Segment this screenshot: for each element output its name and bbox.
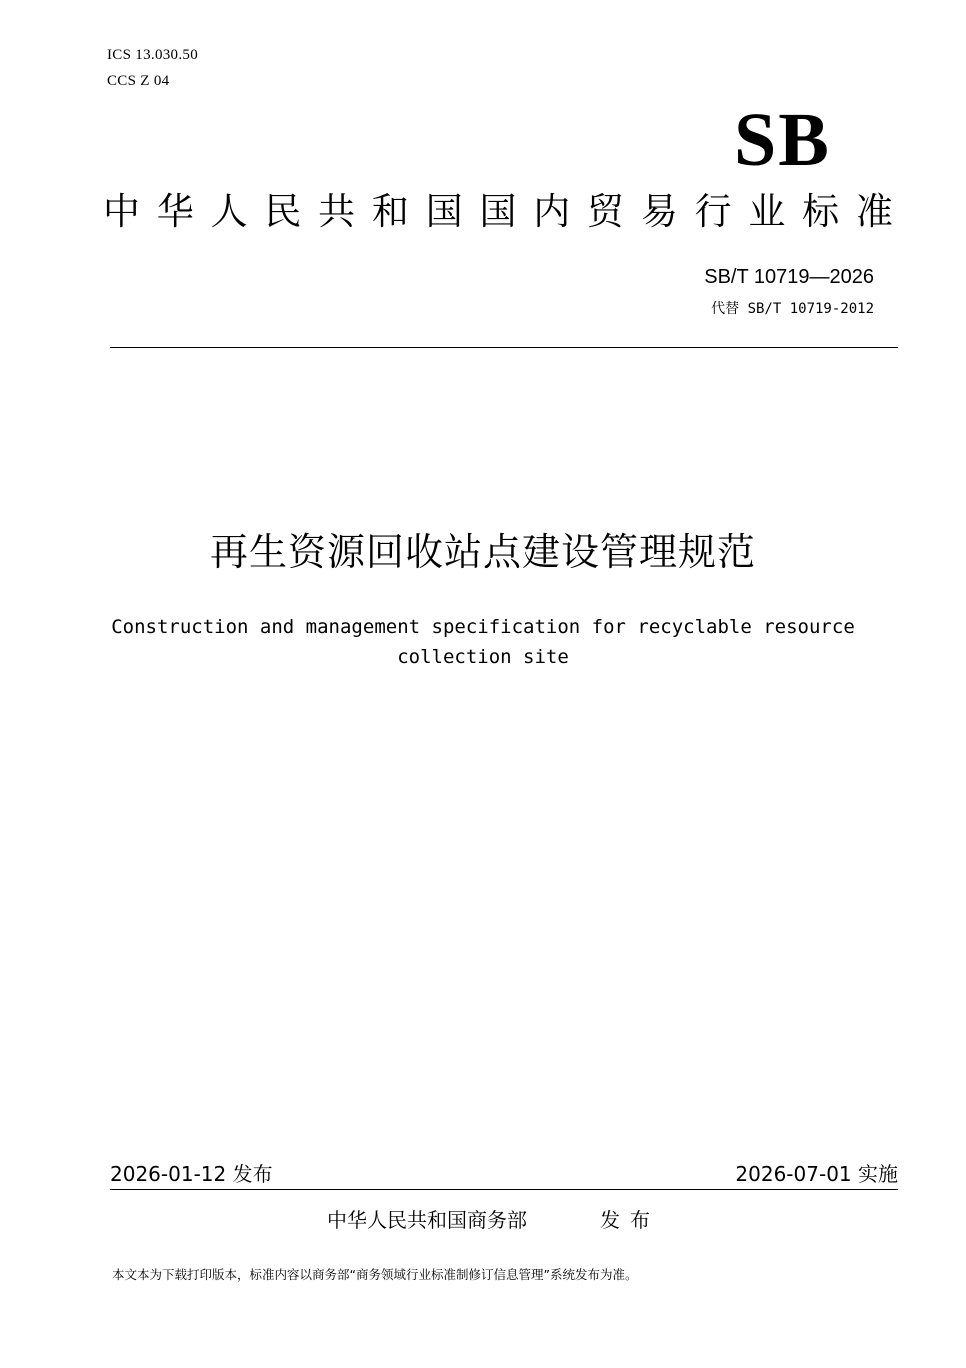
sb-logo: SB: [734, 98, 831, 182]
standard-category-char: 内: [533, 190, 571, 233]
english-title-line-1: Construction and management specification for recyclable resource: [111, 616, 855, 638]
english-title: [0, 612, 966, 672]
chinese-title: 再生资源回收站点建设管理规范: [209, 530, 756, 574]
standard-category-char: 行: [694, 190, 732, 233]
standard-category-char: 华: [156, 190, 194, 233]
english-title-line-2: collection site: [397, 646, 569, 668]
standard-category-char: 国: [425, 190, 463, 233]
header-divider: [110, 347, 898, 348]
publisher-name: 中华人民共和国商务部: [327, 1208, 527, 1232]
effective-date: 2026-07-01 实施: [735, 1162, 898, 1186]
standard-category-char: 中: [103, 190, 140, 233]
replaces-standard: 代替 SB/T 10719-2012: [711, 301, 874, 317]
standard-number: SB/T 10719—2026: [704, 266, 874, 288]
download-footnote: 本文本为下载打印版本，标准内容以商务部“商务领域行业标准制修订信息管理”系统发布为准。: [112, 1267, 638, 1282]
footer-divider: [110, 1189, 898, 1190]
standard-category-char: 业: [748, 190, 786, 233]
standard-category-char: 人: [210, 190, 248, 233]
issue-date: 2026-01-12 发布: [110, 1162, 273, 1186]
standard-category-char: 准: [855, 190, 893, 233]
ccs-code: CCS Z 04: [107, 73, 170, 89]
standard-category-char: 国: [479, 190, 517, 233]
publish-label: 发布: [600, 1208, 660, 1232]
ics-code: ICS 13.030.50: [107, 47, 198, 63]
standard-category-title: [103, 190, 893, 234]
standard-category-char: 标: [802, 190, 840, 233]
standard-category-char: 易: [640, 190, 678, 233]
standard-category-char: 和: [371, 190, 409, 233]
standard-category-char: 民: [264, 190, 302, 233]
standard-category-char: 贸: [587, 190, 625, 233]
standard-category-char: 共: [318, 190, 356, 233]
